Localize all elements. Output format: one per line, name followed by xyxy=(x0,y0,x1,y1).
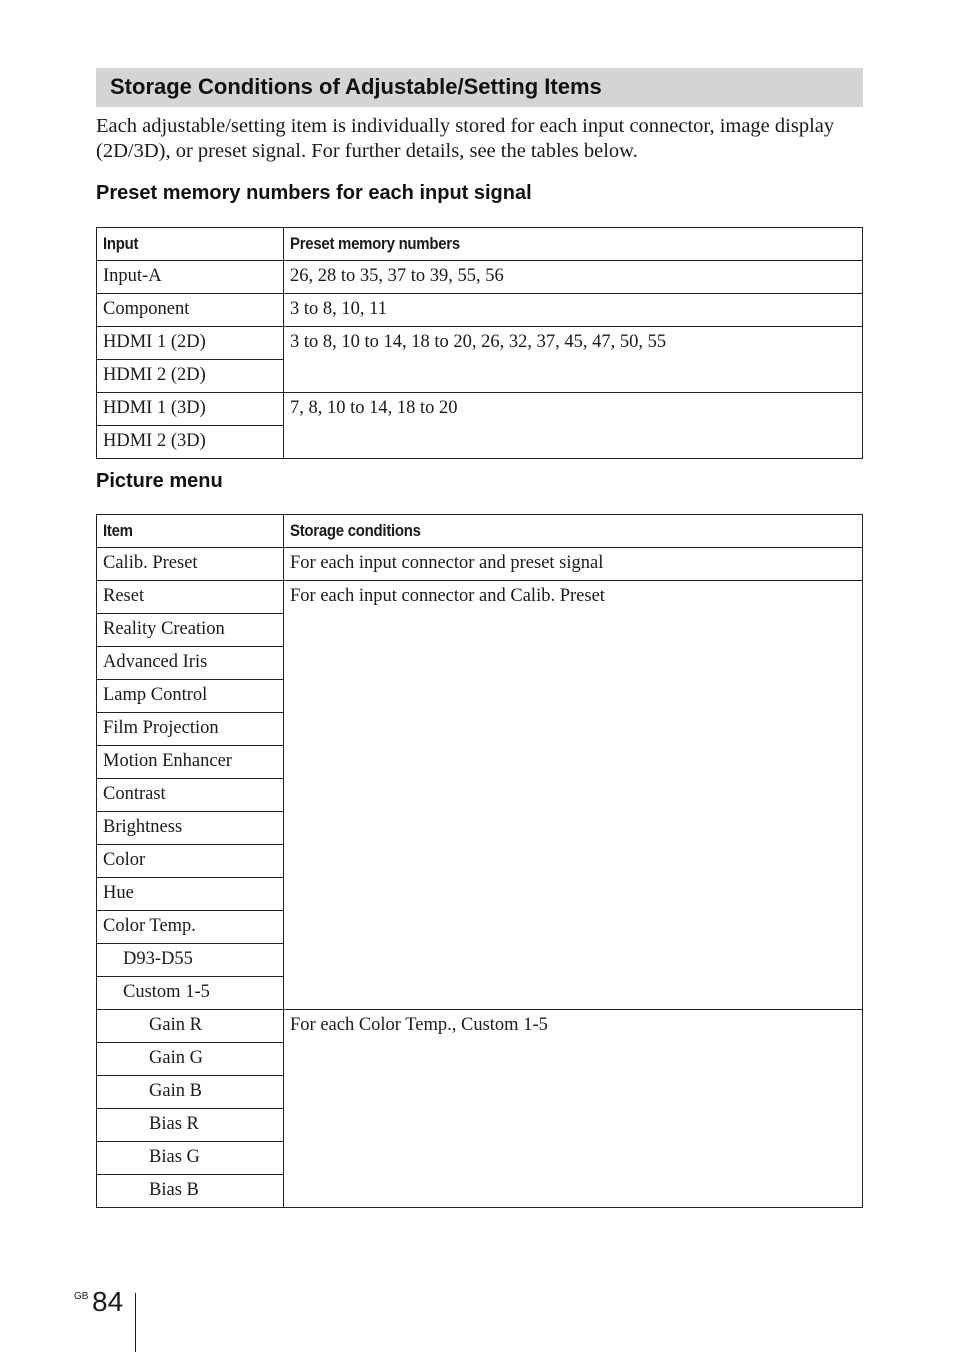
item-cell: Gain G xyxy=(97,1043,284,1076)
region-label: GB xyxy=(74,1291,89,1302)
item-cell: Custom 1-5 xyxy=(97,977,284,1010)
item-cell: Calib. Preset xyxy=(97,548,284,581)
picture-menu-table xyxy=(96,514,863,1208)
intro-paragraph: Each adjustable/setting item is individually stored for each input connector, image display (2D/3D), or preset signal. For further details, see the tables below. xyxy=(96,115,835,162)
preset-numbers-cell: 7, 8, 10 to 14, 18 to 20 xyxy=(284,393,863,459)
table-row xyxy=(97,1010,863,1043)
column-header-preset-numbers: Preset memory numbers xyxy=(284,228,863,261)
footer-divider xyxy=(135,1293,136,1352)
item-cell: Advanced Iris xyxy=(97,647,284,680)
item-cell: Bias G xyxy=(97,1142,284,1175)
section-title: Storage Conditions of Adjustable/Setting Items xyxy=(110,74,602,99)
table-row xyxy=(97,393,863,426)
item-cell: D93-D55 xyxy=(97,944,284,977)
item-cell: Film Projection xyxy=(97,713,284,746)
table-header-row xyxy=(97,228,863,261)
item-cell: Color Temp. xyxy=(97,911,284,944)
item-cell: Contrast xyxy=(97,779,284,812)
item-cell: Reset xyxy=(97,581,284,614)
input-cell: HDMI 2 (2D) xyxy=(97,360,284,393)
item-cell: Brightness xyxy=(97,812,284,845)
column-header-input: Input xyxy=(97,228,284,261)
page-number: 84 xyxy=(92,1286,124,1317)
section-title-bar xyxy=(96,68,863,107)
table-row xyxy=(97,581,863,614)
item-cell: Color xyxy=(97,845,284,878)
table-header-row xyxy=(97,515,863,548)
input-cell: HDMI 1 (3D) xyxy=(97,393,284,426)
preset-memory-table xyxy=(96,227,863,459)
item-cell: Gain R xyxy=(97,1010,284,1043)
item-cell: Bias R xyxy=(97,1109,284,1142)
condition-cell: For each input connector and preset signal xyxy=(284,548,863,581)
column-header-item: Item xyxy=(97,515,284,548)
input-cell: Component xyxy=(97,294,284,327)
item-cell: Motion Enhancer xyxy=(97,746,284,779)
item-cell: Reality Creation xyxy=(97,614,284,647)
item-cell: Bias B xyxy=(97,1175,284,1208)
condition-cell: For each Color Temp., Custom 1-5 xyxy=(284,1010,863,1208)
table-row xyxy=(97,294,863,327)
item-cell: Hue xyxy=(97,878,284,911)
preset-numbers-cell: 3 to 8, 10, 11 xyxy=(284,294,863,327)
table-row xyxy=(97,327,863,360)
item-cell: Lamp Control xyxy=(97,680,284,713)
item-cell: Gain B xyxy=(97,1076,284,1109)
preset-numbers-cell: 3 to 8, 10 to 14, 18 to 20, 26, 32, 37, 45, 47, 50, 55 xyxy=(284,327,863,393)
input-cell: HDMI 2 (3D) xyxy=(97,426,284,459)
preset-table-heading: Preset memory numbers for each input signal xyxy=(96,182,532,204)
table-row xyxy=(97,548,863,581)
column-header-storage-conditions: Storage conditions xyxy=(284,515,863,548)
condition-cell: For each input connector and Calib. Preset xyxy=(284,581,863,1010)
input-cell: Input-A xyxy=(97,261,284,294)
picture-menu-heading: Picture menu xyxy=(96,470,223,492)
table-row xyxy=(97,261,863,294)
input-cell: HDMI 1 (2D) xyxy=(97,327,284,360)
preset-numbers-cell: 26, 28 to 35, 37 to 39, 55, 56 xyxy=(284,261,863,294)
